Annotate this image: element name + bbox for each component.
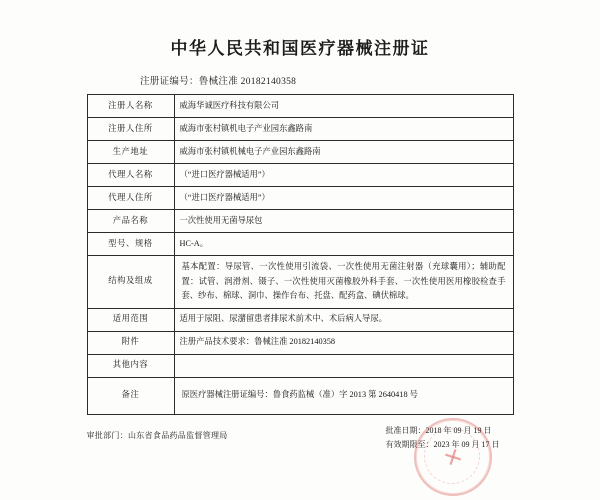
table-row xyxy=(87,210,513,233)
certificate-table xyxy=(87,94,514,415)
row-label: 备注 xyxy=(87,377,174,414)
table-row xyxy=(87,187,513,210)
row-value: 威海华诚医疗科技有限公司 xyxy=(174,95,513,118)
table-row xyxy=(87,233,513,256)
row-value: 威海市张村镇机械电子产业园东鑫路南 xyxy=(174,141,513,164)
row-value: 一次性使用无菌导尿包 xyxy=(174,210,513,233)
row-label: 其他内容 xyxy=(87,354,174,377)
row-value xyxy=(174,354,513,377)
row-value: （“进口医疗器械适用”） xyxy=(174,164,513,187)
row-label: 结构及组成 xyxy=(87,256,174,309)
row-label: 代理人住所 xyxy=(87,187,174,210)
issue-date: 批准日期：2018 年 09 月 19 日 xyxy=(385,425,492,435)
approver-text: 审批部门：山东省食品药品监督管理局 xyxy=(86,430,228,440)
row-label: 代理人名称 xyxy=(87,164,174,187)
table-row xyxy=(87,164,513,187)
table-row xyxy=(87,256,513,309)
row-value: 适用于尿阻、尿潴留患者排尿术前术中、术后病人导尿。 xyxy=(174,308,513,331)
row-value: （“进口医疗器械适用”） xyxy=(174,187,513,210)
row-value: 注册产品技术要求：鲁械注准 20182140358 xyxy=(174,331,513,354)
row-value: 原医疗器械注册证编号：鲁食药监械（准）字 2013 第 2640418 号 xyxy=(174,377,513,414)
table-row xyxy=(87,331,513,354)
page-title: 中华人民共和国医疗器械注册证 xyxy=(170,39,430,58)
row-label: 适用范围 xyxy=(87,308,174,331)
table-row xyxy=(87,141,513,164)
row-value: 威海市张村镇机电子产业园东鑫路南 xyxy=(174,118,513,141)
date-block xyxy=(386,424,500,454)
table-row xyxy=(87,308,513,331)
row-value: 基本配置：导尿管、一次性使用引流袋、一次性使用无菌注射器（充球囊用）；辅助配置：试管、润滑剂、镊子、一次性使用灭菌橡胶外科手套、一次性使用医用橡胶检查手套、纱布、棉球、洞巾、操作台布、托盘、配药盒、碘伏棉球。 xyxy=(174,256,513,309)
row-label: 型号、规格 xyxy=(87,233,174,256)
row-label: 注册人住所 xyxy=(87,118,174,141)
row-label: 生产地址 xyxy=(87,141,174,164)
row-value: HC-A。 xyxy=(174,233,513,256)
row-label: 产品名称 xyxy=(87,210,174,233)
table-row xyxy=(87,377,513,414)
row-label: 附件 xyxy=(87,331,174,354)
table-row xyxy=(87,95,513,118)
table-row xyxy=(87,354,513,377)
valid-until-date: 有效期限至：2023 年 09 月 17 日 xyxy=(385,440,500,450)
row-label: 注册人名称 xyxy=(87,95,174,118)
table-row xyxy=(87,118,513,141)
certificate-number: 注册证编号：鲁械注准 20182140358 xyxy=(140,77,297,87)
certificate-footer xyxy=(87,424,514,466)
